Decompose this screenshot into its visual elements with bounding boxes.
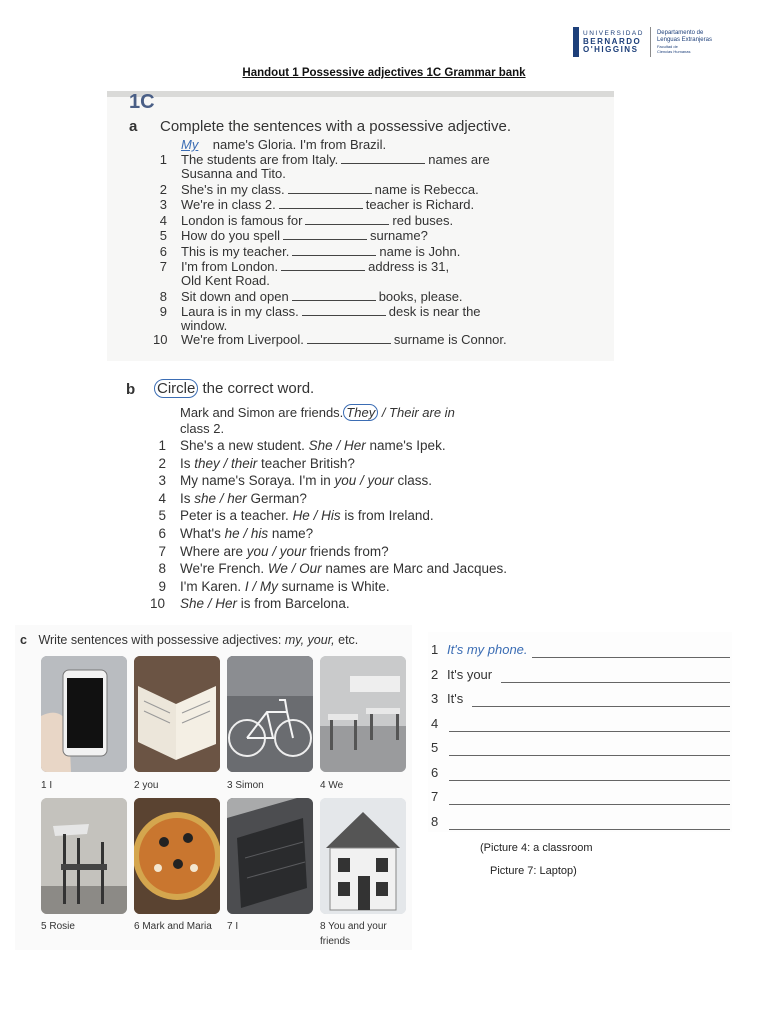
- answer-blank[interactable]: [283, 229, 367, 240]
- picture-number: 6: [134, 921, 143, 932]
- sentence-line: [181, 259, 449, 274]
- sentence-continuation: Old Kent Road.: [181, 273, 270, 288]
- answer-rule[interactable]: [449, 755, 730, 756]
- sentence-start: The students are from Italy.: [181, 152, 339, 167]
- word-choice[interactable]: he / his: [224, 526, 269, 541]
- university-logo: [573, 25, 733, 59]
- sentence-start: She's in my class.: [181, 182, 285, 197]
- picture-number: 4: [320, 780, 329, 791]
- word-choice[interactable]: she / her: [194, 490, 247, 506]
- sentence-end: class.: [393, 473, 432, 489]
- bicycle-picture-icon: [227, 656, 313, 772]
- item-number: 8: [158, 561, 166, 577]
- item-number: 5: [158, 508, 166, 524]
- picture-number: 5: [41, 921, 50, 932]
- item-number: 2: [158, 455, 166, 471]
- picture-number: 7: [227, 921, 236, 932]
- house-picture-icon: [320, 798, 406, 914]
- word-choice[interactable]: you / your: [334, 473, 394, 489]
- picture-subject: I: [49, 780, 53, 791]
- answer-number: 6: [431, 764, 439, 780]
- picture-subject: you: [142, 780, 159, 791]
- word-choice[interactable]: She / Her: [180, 596, 238, 612]
- book-picture-icon: [134, 656, 220, 772]
- word-choice[interactable]: He / His: [292, 508, 341, 524]
- dept-line: Facultad de: [656, 44, 678, 49]
- word-choice[interactable]: We / Our: [267, 561, 322, 577]
- item-number: 9: [158, 578, 166, 594]
- section-b-instruction: [154, 380, 314, 397]
- logo-divider: [650, 27, 651, 57]
- sentence-end: name's Ipek.: [365, 438, 446, 453]
- example-post: / Their are in: [381, 405, 455, 420]
- answer-blank[interactable]: [281, 260, 365, 271]
- instruction-examples: my, your,: [284, 633, 335, 647]
- sentence-line: [181, 289, 463, 304]
- sentence-line: [181, 152, 490, 167]
- sentence-end: name?: [268, 526, 314, 541]
- sentence-start: Sit down and open: [181, 289, 289, 304]
- answer-number: 2: [431, 666, 439, 682]
- sentence-start: What's: [180, 526, 225, 541]
- word-choice[interactable]: I / My: [244, 578, 278, 594]
- picture-number: 2: [134, 780, 143, 791]
- picture-label: [227, 778, 313, 793]
- word-choice[interactable]: you / your: [246, 543, 307, 559]
- choice-line: [180, 473, 432, 488]
- sentence-end: names are Marc and Jacques.: [321, 561, 507, 577]
- sentence-start: We're from Liverpool.: [181, 332, 304, 347]
- section-c-instruction: [20, 633, 358, 647]
- bicycle-picture: [227, 656, 313, 772]
- dept-line: Departamento de: [656, 30, 704, 36]
- item-number: 10: [150, 596, 166, 612]
- item-number: 9: [159, 304, 167, 319]
- sentence-start: Laura is in my class.: [181, 304, 299, 319]
- example-answer: My: [181, 137, 199, 152]
- sentence-start: This is my teacher.: [181, 244, 290, 259]
- logo-line: UNIVERSIDAD: [583, 30, 644, 37]
- picture-label: [320, 778, 406, 793]
- unit-code: 1C: [129, 91, 155, 113]
- sentence-continuation: Susanna and Tito.: [181, 166, 286, 181]
- item-number: 2: [159, 182, 167, 197]
- classroom-picture: [320, 656, 406, 772]
- dept-line: Ciencias Humanas: [656, 49, 691, 54]
- sentence-line: [181, 197, 474, 212]
- sentence-line: [181, 244, 460, 259]
- picture-subject: Mark and Maria: [142, 921, 212, 932]
- item-number: 6: [158, 526, 166, 541]
- sentence-line: [181, 332, 507, 347]
- section-b-letter: b: [126, 381, 136, 398]
- choice-line: [180, 579, 390, 594]
- circled-word: Circle: [154, 379, 198, 398]
- sentence-line: [181, 304, 481, 319]
- sentence-line: [181, 182, 479, 197]
- answer-text: It's: [447, 691, 464, 706]
- department-name: [657, 30, 712, 54]
- sentence-end: red buses.: [392, 213, 454, 228]
- answer-blank[interactable]: [292, 290, 376, 301]
- picture-label: [41, 778, 127, 793]
- sentence-start: How do you spell: [181, 228, 280, 243]
- section-b-example: [180, 405, 455, 420]
- classroom-picture-icon: [320, 656, 406, 772]
- instruction-pre: Write sentences with possessive adjectives:: [38, 633, 282, 647]
- sentence-end: books, please.: [378, 289, 463, 304]
- item-number: 1: [159, 152, 167, 167]
- item-number: 8: [159, 289, 167, 304]
- answer-rule[interactable]: [449, 780, 730, 781]
- item-number: 3: [158, 473, 166, 489]
- item-number: 6: [159, 244, 167, 259]
- logo-line: BERNARDO: [583, 37, 642, 46]
- choice-line: [180, 544, 389, 559]
- sentence-end: teacher is Richard.: [365, 197, 475, 212]
- answer-text: It's my phone.: [447, 642, 528, 657]
- logo-wordmark: [583, 30, 644, 54]
- picture-label: [134, 778, 220, 793]
- picture-label: [41, 919, 127, 934]
- item-number: 7: [158, 543, 166, 559]
- answer-blank[interactable]: [302, 305, 386, 316]
- sentence-start: Is: [180, 455, 195, 471]
- sentence-end: surname is White.: [277, 578, 390, 594]
- choice-line: [180, 456, 355, 471]
- sentence-line: [181, 213, 453, 228]
- word-choice[interactable]: She / Her: [308, 438, 366, 453]
- sentence-start: London is famous for: [181, 213, 303, 228]
- answer-number: 5: [431, 740, 439, 755]
- laptop-picture: [227, 798, 313, 914]
- section-a-example: [181, 137, 386, 152]
- example-circled: They: [343, 404, 378, 421]
- answer-rule[interactable]: [501, 682, 730, 683]
- picture-subject: We: [328, 780, 344, 791]
- answer-rule[interactable]: [449, 731, 730, 732]
- instruction-rest: the correct word.: [202, 380, 315, 397]
- sentence-start: We're French.: [180, 561, 268, 577]
- sentence-start: I'm from London.: [181, 259, 279, 274]
- answer-number: 1: [431, 642, 439, 657]
- item-number: 7: [159, 259, 167, 274]
- sentence-continuation: window.: [181, 318, 228, 333]
- picture-label: [134, 919, 220, 934]
- house-picture: [320, 798, 406, 914]
- sentence-end: is from Barcelona.: [237, 596, 350, 612]
- sentence-start: Where are: [180, 543, 247, 559]
- phone-picture-icon: [41, 656, 127, 772]
- answer-blank[interactable]: [292, 245, 376, 256]
- answer-blank[interactable]: [305, 214, 389, 225]
- sentence-end: surname?: [370, 228, 428, 243]
- picture-subject: Simon: [235, 780, 264, 791]
- choice-line: [180, 526, 313, 541]
- instruction-post: etc.: [338, 633, 359, 647]
- section-a-band: [107, 91, 614, 97]
- picture-number: 1: [41, 780, 50, 791]
- picture-subject: I: [235, 921, 239, 932]
- sentence-start: She's a new student.: [180, 438, 309, 453]
- sentence-end: name is John.: [379, 244, 461, 259]
- answer-rule[interactable]: [449, 829, 730, 830]
- section-c-letter: c: [20, 633, 27, 647]
- answer-number: 4: [431, 715, 439, 731]
- chair-picture-icon: [41, 798, 127, 914]
- logo-mark-icon: [573, 27, 579, 57]
- item-number: 4: [159, 213, 167, 228]
- section-b-example-line2: class 2.: [180, 421, 225, 436]
- choice-line: [180, 561, 507, 576]
- answer-number: 7: [431, 789, 439, 804]
- answer-lines-panel: [428, 632, 732, 832]
- pizza-picture-icon: [134, 798, 220, 914]
- book-picture: [134, 656, 220, 772]
- choice-line: [180, 596, 350, 611]
- sentence-start: We're in class 2.: [181, 197, 276, 212]
- sentence-end: address is 31,: [368, 259, 450, 274]
- sentence-line: [181, 228, 428, 243]
- answer-rule[interactable]: [472, 706, 730, 707]
- picture-label: [320, 919, 406, 949]
- section-a-instruction: Complete the sentences with a possessive adjective.: [160, 118, 512, 135]
- picture-number: 8: [320, 921, 329, 932]
- answer-rule[interactable]: [449, 804, 730, 805]
- sentence-end: is from Ireland.: [340, 508, 434, 524]
- chair-picture: [41, 798, 127, 914]
- section-a-letter: a: [129, 118, 138, 135]
- answer-blank[interactable]: [288, 183, 372, 194]
- answer-blank[interactable]: [341, 153, 425, 164]
- dept-line: Lenguas Extranjeras: [656, 37, 712, 43]
- item-number: 1: [158, 438, 166, 453]
- answer-blank[interactable]: [279, 198, 363, 209]
- sentence-end: teacher British?: [257, 455, 355, 471]
- sentence-end: friends from?: [306, 543, 389, 559]
- picture-note-line1: (Picture 4: a classroom: [480, 842, 593, 854]
- sentence-end: name is Rebecca.: [374, 182, 479, 197]
- picture-note-line2: Picture 7: Laptop): [490, 865, 577, 877]
- choice-line: [180, 508, 434, 523]
- item-number: 5: [159, 228, 167, 243]
- sentence-end: surname is Connor.: [393, 332, 507, 347]
- picture-subject: You and your friends: [320, 921, 387, 947]
- sentence-end: desk is near the: [388, 304, 481, 319]
- word-choice[interactable]: they / their: [194, 455, 258, 471]
- example-text: name's Gloria. I'm from Brazil.: [212, 137, 387, 152]
- example-pre: Mark and Simon are friends.: [180, 405, 344, 420]
- choice-line: [180, 438, 446, 453]
- answer-number: 8: [431, 813, 439, 829]
- sentence-start: I'm Karen.: [180, 578, 245, 594]
- item-number: 3: [159, 197, 167, 212]
- answer-text: It's your: [447, 666, 493, 682]
- answer-blank[interactable]: [307, 333, 391, 344]
- picture-number: 3: [227, 780, 236, 791]
- laptop-picture-icon: [227, 798, 313, 914]
- item-number: 4: [158, 490, 166, 506]
- picture-subject: Rosie: [49, 921, 75, 932]
- choice-line: [180, 491, 307, 506]
- item-number: 10: [153, 332, 168, 347]
- picture-label: [227, 919, 313, 934]
- pizza-picture: [134, 798, 220, 914]
- document-title: Handout 1 Possessive adjectives 1C Grammar bank: [242, 67, 526, 79]
- sentence-end: names are: [428, 152, 490, 167]
- sentence-start: My name's Soraya. I'm in: [180, 473, 335, 489]
- answer-number: 3: [431, 691, 439, 706]
- sentence-end: German?: [246, 490, 307, 506]
- sentence-start: Peter is a teacher.: [180, 508, 293, 524]
- logo-line: O'HIGGINS: [583, 45, 639, 54]
- phone-picture: [41, 656, 127, 772]
- sentence-start: Is: [180, 490, 195, 506]
- answer-rule[interactable]: [532, 657, 730, 658]
